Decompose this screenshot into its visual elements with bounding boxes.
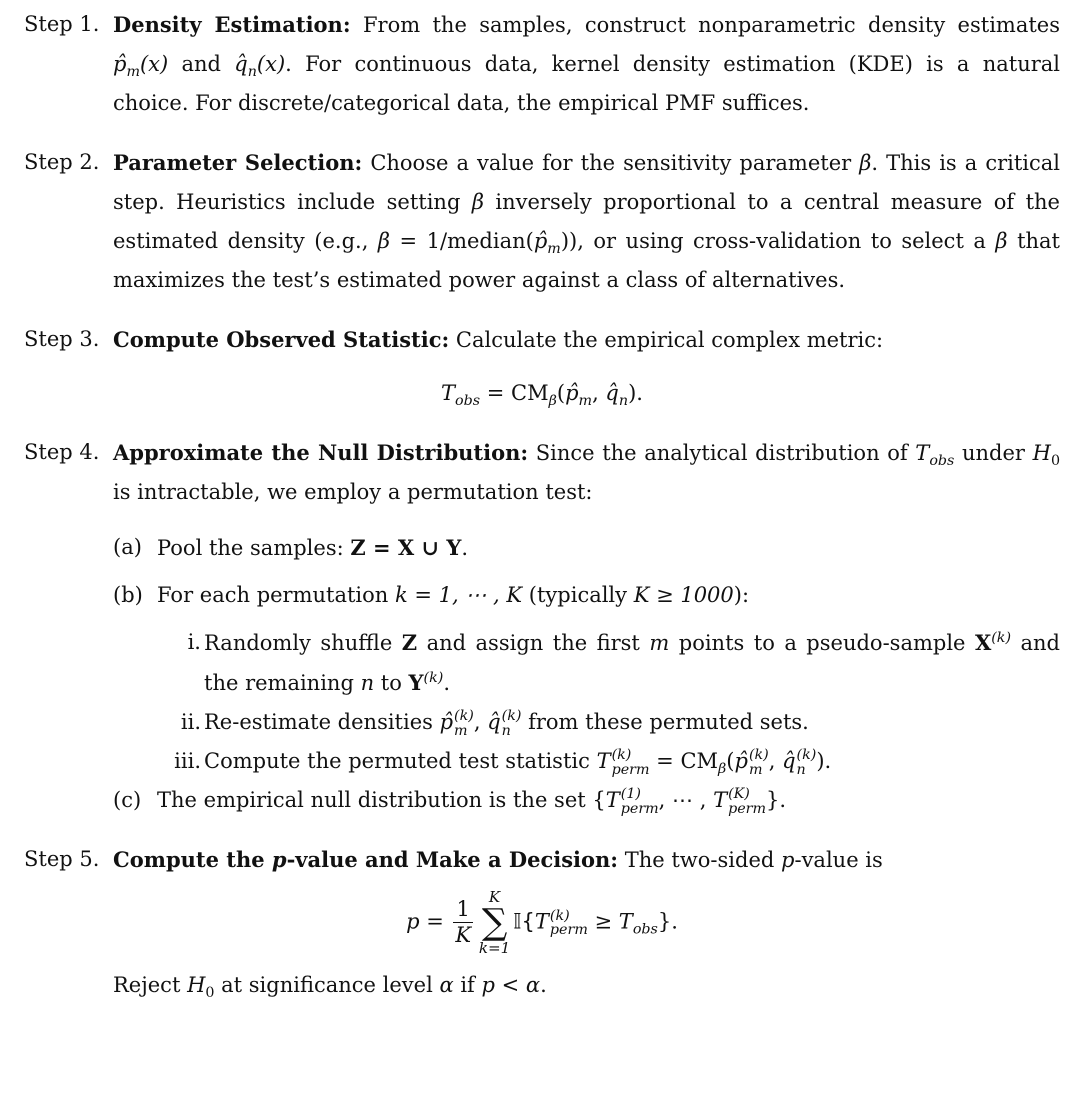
step-5	[24, 840, 1060, 1005]
step-2-label: Step 2.	[24, 150, 100, 174]
step-4-label: Step 4.	[24, 440, 100, 464]
step-1	[24, 5, 1060, 123]
step-5-body: Compute the p-value and Make a Decision: The two-sided p-value is	[113, 847, 883, 872]
decision-rule: Reject $H_0$ at significance level α if p < α.	[113, 972, 547, 1002]
step-4	[24, 433, 1060, 820]
step-3	[24, 320, 1060, 413]
step-5-title: Compute the p-value and Make a Decision:	[113, 847, 619, 872]
q-hat-n: $q̂_n$	[234, 52, 257, 81]
step-4a: (a) Pool the samples: Z = X ∪ Y.	[113, 535, 469, 560]
step-1-title: Density Estimation:	[113, 12, 351, 37]
step-2-title: Parameter Selection:	[113, 150, 363, 175]
step-2-body: Parameter Selection: Choose a value for the sensitivity parameter β. This is a critical step. Heuristics include setting β inversely proportional to a central measure of the estimated density (e.g., $\beta = 1/median(p̂_m)$), or using cross-validation to select a β that maximizes the test’s estimated power against a class of alternatives.	[113, 150, 1060, 292]
step-3-label: Step 3.	[24, 327, 100, 351]
observed-statistic-formula: $T_{obs}$ = $CM_\beta(p̂_m$, $q̂_n$).	[441, 381, 643, 410]
step-4b-iii: iii. Compute the permuted test statistic T (k) perm = $CM_\beta(p̂$ (k) m , q̂ (k) n ).	[174, 747, 832, 778]
step-4b-ii: ii. Re-estimate densities p̂ (k) m , q̂ (k) n from these permuted sets.	[180, 708, 809, 739]
step-2	[24, 143, 1060, 300]
permutation-substeps	[113, 623, 1060, 781]
step-4c: (c) The empirical null distribution is the set {T (1) perm , ⋯ , T (K) perm }.	[113, 786, 787, 817]
step-4-body: Approximate the Null Distribution: Since the analytical distribution of $T_{obs}$ under $H_0$ is intractable, we employ a permutation test:	[113, 440, 1061, 504]
step-4b: (b) For each permutation k = 1, ⋯ , K (typically K ≥ 1000):	[113, 583, 750, 607]
step-4b-i: i. Randomly shuffle Z and assign the first m points to a pseudo-sample $X^{(k)}$ and the remaining n to $Y^{(k)}$.	[187, 630, 1060, 695]
step-1-body: Density Estimation: From the samples, construct nonparametric density estimates $p̂_m(x)$ and $q̂_n(x)$. For continuous data, kernel density estimation (KDE) is a natural choice. For discrete/categorical data, the empirical PMF suffices.	[113, 12, 1060, 115]
step-3-body: Compute Observed Statistic: Calculate the empirical complex metric:	[113, 327, 884, 352]
step-5-label: Step 5.	[24, 847, 100, 871]
p-hat-m: $p̂_m$	[113, 52, 140, 81]
step-4-title: Approximate the Null Distribution:	[113, 440, 529, 465]
step-3-title: Compute Observed Statistic:	[113, 327, 450, 352]
permutation-steps	[113, 528, 1060, 820]
step-1-label: Step 1.	[24, 12, 100, 36]
p-value-formula: p = $\frac{1}{K}$ K ∑ k=1 𝕀{T (k) perm ≥ $T_{obs}$}.	[406, 888, 678, 957]
